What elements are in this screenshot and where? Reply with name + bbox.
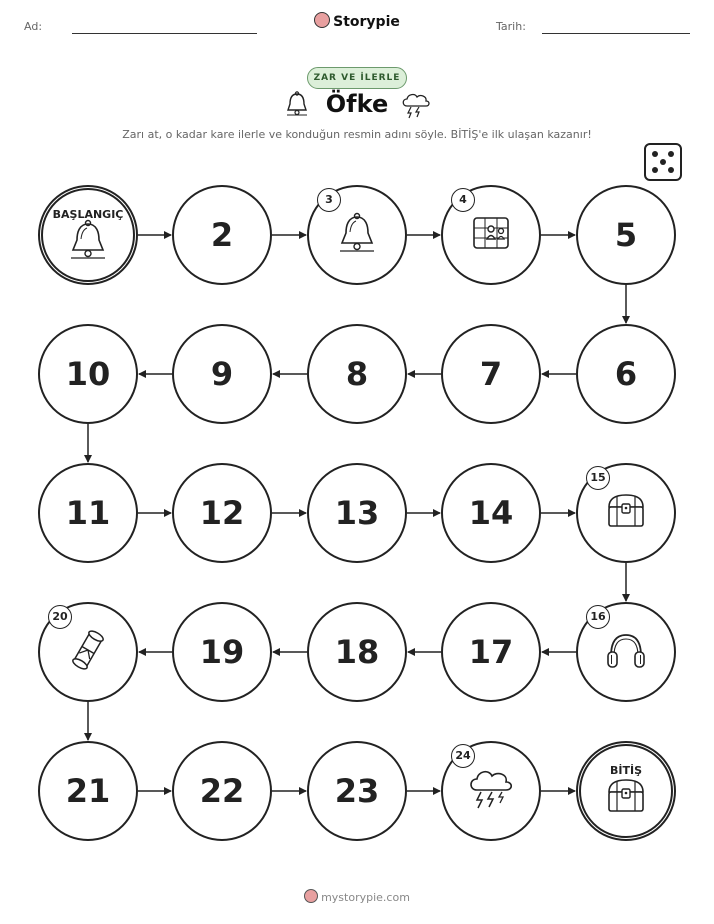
cell-number-badge: 16	[586, 605, 610, 629]
cell-number: 17	[468, 633, 514, 671]
storypie-logo-icon	[304, 889, 318, 903]
treasure-chest-icon	[604, 491, 648, 535]
footer-site: mystorypie.com	[321, 891, 410, 904]
cell-number: 21	[65, 772, 111, 810]
page-title: Öfke	[325, 90, 389, 118]
board-game-icon	[470, 212, 512, 258]
cell-number: 6	[614, 355, 638, 393]
game-tag: ZAR VE İLERLE	[307, 67, 407, 89]
board-cell-8	[307, 324, 407, 424]
bell-icon	[337, 212, 377, 258]
name-label: Ad:	[24, 20, 43, 33]
cell-number: 12	[199, 494, 245, 532]
date-label: Tarih:	[496, 20, 526, 33]
board-cell-12	[172, 463, 272, 563]
cell-number: 9	[210, 355, 234, 393]
cell-number: 8	[345, 355, 369, 393]
scroll-icon	[68, 626, 108, 678]
cell-label: BİTİŞ	[610, 764, 642, 777]
cell-number: 10	[65, 355, 111, 393]
board-cell-19	[172, 602, 272, 702]
cell-number: 18	[334, 633, 380, 671]
headphones-icon	[604, 630, 648, 674]
storm-cloud-icon	[466, 767, 516, 815]
cell-label: BAŞLANGIÇ	[52, 208, 124, 221]
cell-number: 5	[614, 216, 638, 254]
cell-number-badge: 24	[451, 744, 475, 768]
board-cell-7	[441, 324, 541, 424]
board-cell-17	[441, 602, 541, 702]
board-cell-6	[576, 324, 676, 424]
cell-number: 2	[210, 216, 234, 254]
board-cell-2	[172, 185, 272, 285]
cell-number-badge: 15	[586, 466, 610, 490]
cell-number-badge: 3	[317, 188, 341, 212]
cell-number: 22	[199, 772, 245, 810]
bell-icon	[68, 219, 108, 265]
cell-number-badge: 20	[48, 605, 72, 629]
board-cell-18	[307, 602, 407, 702]
board-cell-22	[172, 741, 272, 841]
footer	[0, 889, 714, 904]
board-cell-5	[576, 185, 676, 285]
board-cell-14	[441, 463, 541, 563]
board-cell-10	[38, 324, 138, 424]
board-cell-1	[38, 185, 138, 285]
treasure-chest-icon	[604, 776, 648, 820]
board-cell-23	[307, 741, 407, 841]
board-cell-11	[38, 463, 138, 563]
cell-number: 13	[334, 494, 380, 532]
board-cell-25	[576, 741, 676, 841]
cell-number: 19	[199, 633, 245, 671]
board-cell-13	[307, 463, 407, 563]
board-cell-21	[38, 741, 138, 841]
cell-number: 23	[334, 772, 380, 810]
cell-number: 14	[468, 494, 514, 532]
cell-number-badge: 4	[451, 188, 475, 212]
brand-name: Storypie	[333, 14, 400, 30]
instructions: Zarı at, o kadar kare ilerle ve konduğun resmin adını söyle. BİTİŞ'e ilk ulaşan kazanır!	[122, 128, 592, 141]
board-cell-9	[172, 324, 272, 424]
cell-number: 7	[479, 355, 503, 393]
cell-number: 11	[65, 494, 111, 532]
